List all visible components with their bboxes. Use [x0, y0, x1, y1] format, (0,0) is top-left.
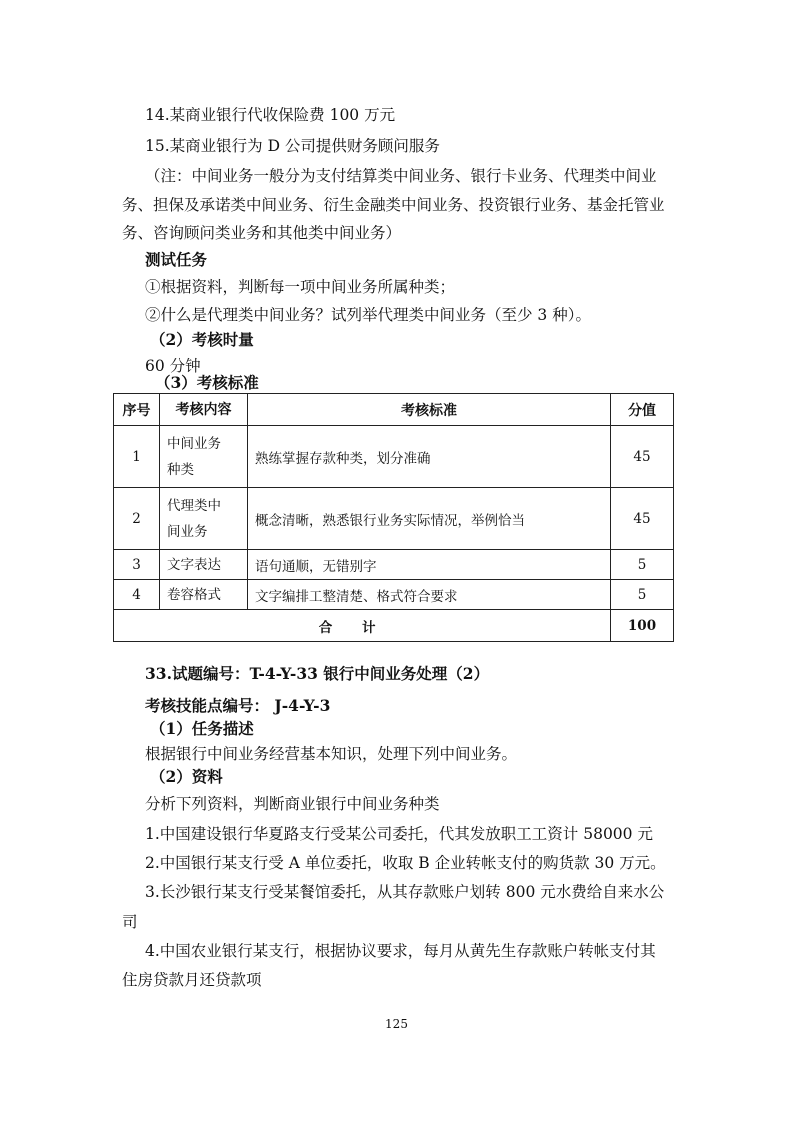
- task-item: ①根据资料，判断每一项中间业务所属种类；: [145, 278, 456, 296]
- cell-item-line: 种类: [167, 461, 194, 478]
- material-item: 住房贷款月还贷款项: [122, 971, 262, 989]
- material-item: 1.中国建设银行华夏路支行受某公司委托，代其发放职工工资计 58000 元: [145, 825, 653, 843]
- table-total-row: [114, 610, 674, 642]
- assessment-table: [113, 393, 674, 642]
- body-line: 务、担保及承诺类中间业务、衍生金融类中间业务、投资银行业务、基金托管业: [122, 196, 665, 214]
- cell-num: 1: [114, 426, 160, 488]
- cell-standard: 语句通顺，无错别字: [248, 550, 611, 580]
- header-item: 考核内容: [160, 394, 248, 426]
- cell-score: 5: [611, 550, 674, 580]
- standard-heading: （3）考核标准: [155, 373, 259, 392]
- table-header-row: [114, 394, 674, 426]
- cell-score: 45: [611, 488, 674, 550]
- test-task-heading: 测试任务: [145, 250, 208, 269]
- task-desc: 根据银行中间业务经营基本知识，处理下列中间业务。: [145, 745, 518, 763]
- cell-item: [160, 426, 248, 488]
- cell-item-line: 中间业务: [167, 435, 221, 452]
- cell-standard: 文字编排工整清楚、格式符合要求: [248, 580, 611, 610]
- cell-score: 5: [611, 580, 674, 610]
- page-number: 125: [385, 1017, 408, 1031]
- total-label: 合计: [114, 610, 611, 642]
- header-num: 序号: [114, 394, 160, 426]
- cell-num: 4: [114, 580, 160, 610]
- cell-standard: 熟练掌握存款种类，划分准确: [248, 426, 611, 488]
- material-item: 4.中国农业银行某支行，根据协议要求，每月从黄先生存款账户转帐支付其: [145, 942, 656, 960]
- material-item: 2.中国银行某支行受 A 单位委托，收取 B 企业转帐支付的购货款 30 万元。: [145, 854, 666, 872]
- table-row: [114, 488, 674, 550]
- total-score: 100: [611, 610, 674, 642]
- table-row: [114, 580, 674, 610]
- cell-item: 文字表达: [160, 550, 248, 580]
- material-intro: 分析下列资料，判断商业银行中间业务种类: [145, 795, 440, 813]
- body-line: 15.某商业银行为 D 公司提供财务顾问服务: [145, 137, 440, 155]
- skill-point: 考核技能点编号： J-4-Y-3: [145, 696, 331, 715]
- material-heading: （2）资料: [150, 767, 223, 786]
- table-row: [114, 550, 674, 580]
- body-line: 14.某商业银行代收保险费 100 万元: [145, 106, 396, 124]
- cell-score: 45: [611, 426, 674, 488]
- cell-standard: 概念清晰，熟悉银行业务实际情况，举例恰当: [248, 488, 611, 550]
- body-line: （注：中间业务一般分为支付结算类中间业务、银行卡业务、代理类中间业: [145, 167, 657, 185]
- cell-num: 3: [114, 550, 160, 580]
- question-title: 33.试题编号：T-4-Y-33 银行中间业务处理（2）: [145, 664, 490, 683]
- header-standard: 考核标准: [248, 394, 611, 426]
- cell-item-line: 代理类中: [167, 497, 221, 514]
- time-value: 60 分钟: [145, 357, 201, 375]
- table-row: [114, 426, 674, 488]
- cell-item: 卷容格式: [160, 580, 248, 610]
- material-item: 3.长沙银行某支行受某餐馆委托，从其存款账户划转 800 元水费给自来水公: [145, 883, 665, 901]
- time-heading: （2）考核时量: [150, 330, 254, 349]
- body-line: 务、咨询顾问类业务和其他类中间业务）: [122, 224, 402, 242]
- header-score: 分值: [611, 394, 674, 426]
- cell-num: 2: [114, 488, 160, 550]
- task-desc-heading: （1）任务描述: [150, 719, 254, 738]
- task-item: ②什么是代理类中间业务？试列举代理类中间业务（至少 3 种）。: [145, 306, 591, 324]
- cell-item: [160, 488, 248, 550]
- material-item: 司: [122, 913, 138, 931]
- cell-item-line: 间业务: [167, 523, 208, 540]
